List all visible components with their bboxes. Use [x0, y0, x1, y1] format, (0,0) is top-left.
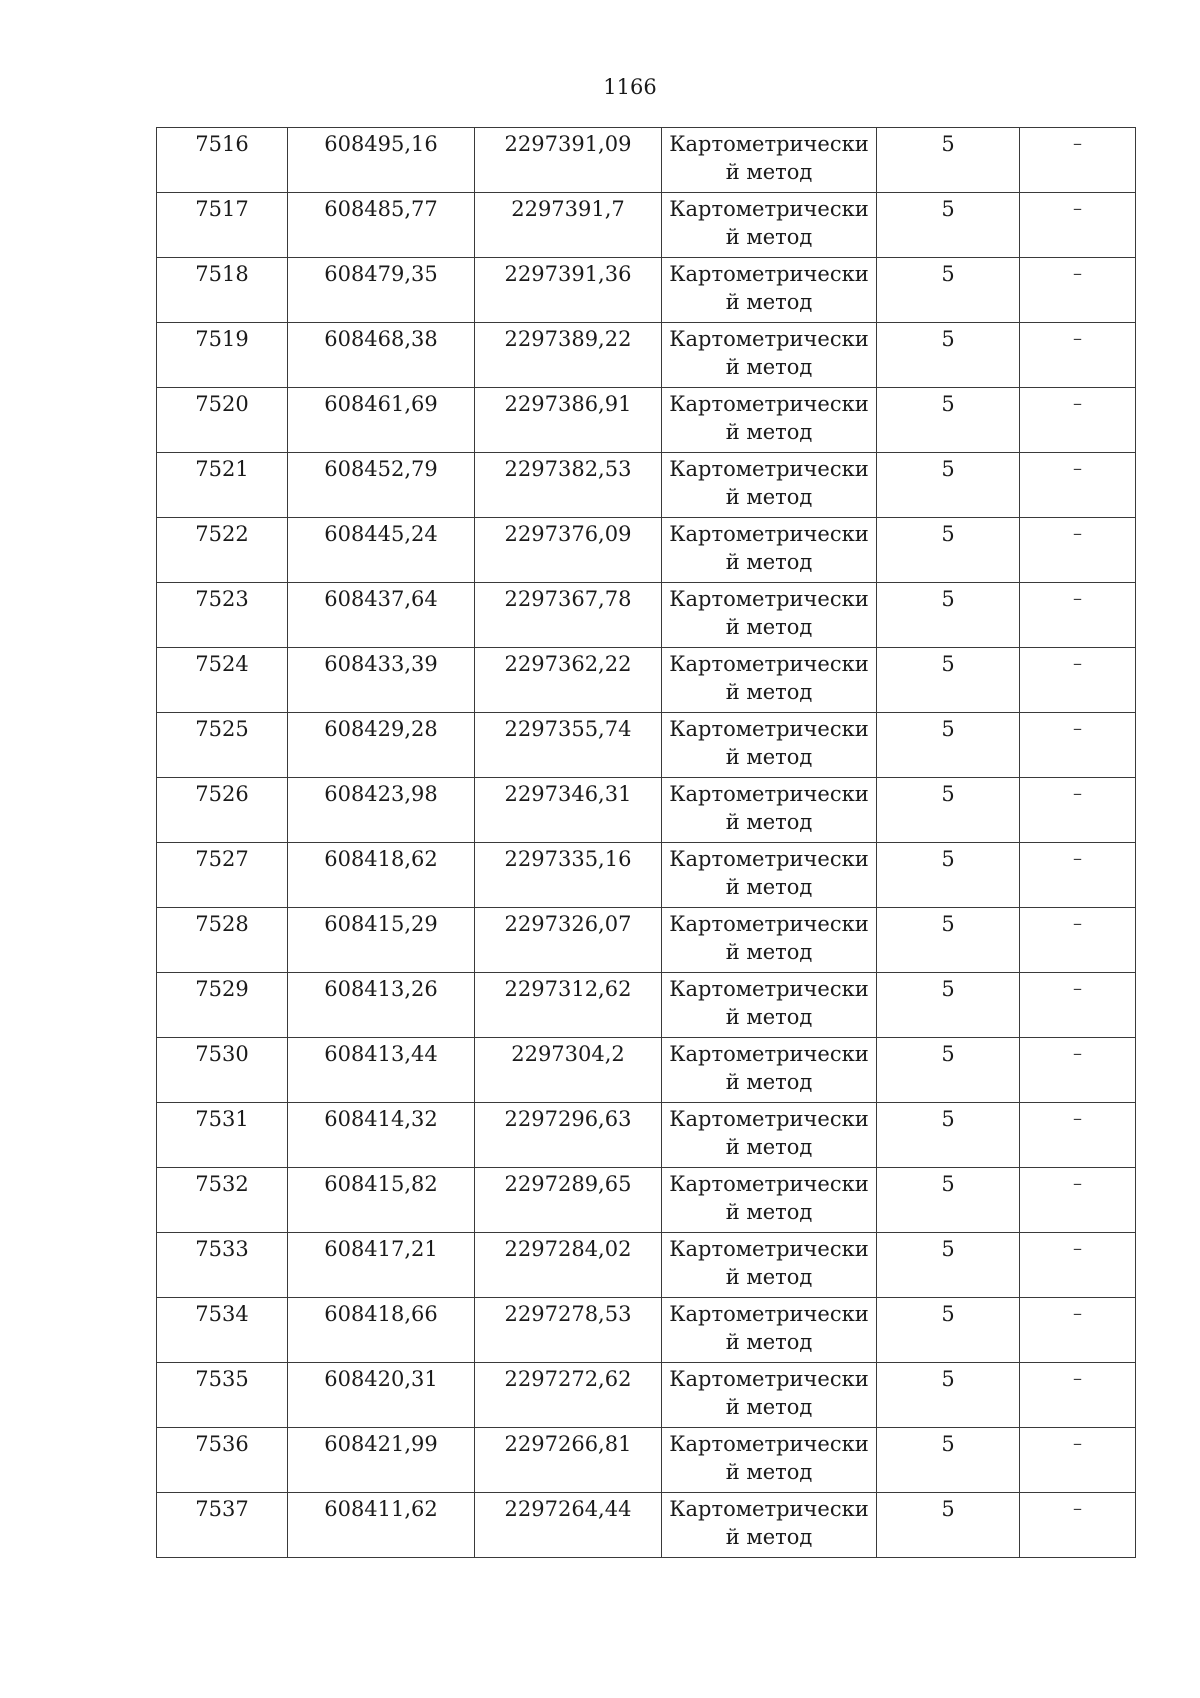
cell-accuracy: [877, 388, 1020, 453]
cell-x-coordinate: [288, 1168, 475, 1233]
cell-description: [1020, 193, 1136, 258]
cell-y-coordinate: [475, 1233, 662, 1298]
cell-method: [662, 128, 877, 193]
cell-method: [662, 323, 877, 388]
accuracy-value: 5: [941, 1302, 955, 1326]
y-coordinate-value: 2297264,44: [504, 1497, 632, 1521]
description-value: –: [1073, 133, 1082, 154]
coordinates-table: [156, 127, 1136, 1558]
cell-accuracy: [877, 453, 1020, 518]
cell-point-number: [157, 843, 288, 908]
point-number-value: 7529: [195, 977, 249, 1001]
table-row: [157, 1428, 1136, 1493]
x-coordinate-value: 608421,99: [324, 1432, 438, 1456]
table-row: [157, 1038, 1136, 1103]
cell-y-coordinate: [475, 453, 662, 518]
cell-point-number: [157, 713, 288, 778]
cell-accuracy: [877, 518, 1020, 583]
description-value: –: [1073, 1108, 1082, 1129]
description-value: –: [1073, 978, 1082, 999]
accuracy-value: 5: [941, 392, 955, 416]
method-value: Картометрически й метод: [669, 1237, 869, 1289]
x-coordinate-value: 608413,44: [324, 1042, 438, 1066]
cell-method: [662, 1493, 877, 1558]
x-coordinate-value: 608423,98: [324, 782, 438, 806]
y-coordinate-value: 2297272,62: [504, 1367, 632, 1391]
cell-method: [662, 518, 877, 583]
y-coordinate-value: 2297289,65: [504, 1172, 632, 1196]
cell-description: [1020, 1363, 1136, 1428]
cell-y-coordinate: [475, 778, 662, 843]
description-value: –: [1073, 1043, 1082, 1064]
cell-point-number: [157, 1168, 288, 1233]
cell-y-coordinate: [475, 258, 662, 323]
cell-method: [662, 1038, 877, 1103]
description-value: –: [1073, 263, 1082, 284]
table-row: [157, 258, 1136, 323]
x-coordinate-value: 608415,29: [324, 912, 438, 936]
accuracy-value: 5: [941, 327, 955, 351]
cell-method: [662, 1428, 877, 1493]
x-coordinate-value: 608437,64: [324, 587, 438, 611]
cell-method: [662, 583, 877, 648]
x-coordinate-value: 608418,62: [324, 847, 438, 871]
method-value: Картометрически й метод: [669, 652, 869, 704]
cell-x-coordinate: [288, 713, 475, 778]
cell-x-coordinate: [288, 583, 475, 648]
point-number-value: 7532: [195, 1172, 249, 1196]
description-value: –: [1073, 718, 1082, 739]
point-number-value: 7530: [195, 1042, 249, 1066]
cell-x-coordinate: [288, 778, 475, 843]
cell-x-coordinate: [288, 1493, 475, 1558]
cell-x-coordinate: [288, 1428, 475, 1493]
cell-accuracy: [877, 843, 1020, 908]
cell-accuracy: [877, 908, 1020, 973]
cell-accuracy: [877, 1493, 1020, 1558]
point-number-value: 7534: [195, 1302, 249, 1326]
cell-x-coordinate: [288, 388, 475, 453]
table-row: [157, 518, 1136, 583]
x-coordinate-value: 608485,77: [324, 197, 438, 221]
cell-point-number: [157, 583, 288, 648]
description-value: –: [1073, 588, 1082, 609]
table-row: [157, 713, 1136, 778]
method-value: Картометрически й метод: [669, 1367, 869, 1419]
method-value: Картометрически й метод: [669, 1042, 869, 1094]
cell-accuracy: [877, 713, 1020, 778]
cell-point-number: [157, 908, 288, 973]
y-coordinate-value: 2297304,2: [511, 1042, 625, 1066]
cell-accuracy: [877, 778, 1020, 843]
cell-method: [662, 713, 877, 778]
x-coordinate-value: 608468,38: [324, 327, 438, 351]
description-value: –: [1073, 848, 1082, 869]
description-value: –: [1073, 328, 1082, 349]
method-value: Картометрически й метод: [669, 1107, 869, 1159]
cell-method: [662, 908, 877, 973]
cell-method: [662, 1168, 877, 1233]
y-coordinate-value: 2297376,09: [504, 522, 632, 546]
cell-point-number: [157, 1493, 288, 1558]
cell-accuracy: [877, 128, 1020, 193]
cell-point-number: [157, 1363, 288, 1428]
cell-description: [1020, 453, 1136, 518]
cell-x-coordinate: [288, 518, 475, 583]
table-row: [157, 648, 1136, 713]
cell-y-coordinate: [475, 1363, 662, 1428]
cell-point-number: [157, 388, 288, 453]
cell-description: [1020, 908, 1136, 973]
x-coordinate-value: 608495,16: [324, 132, 438, 156]
accuracy-value: 5: [941, 782, 955, 806]
cell-accuracy: [877, 973, 1020, 1038]
method-value: Картометрически й метод: [669, 327, 869, 379]
table-row: [157, 1363, 1136, 1428]
cell-point-number: [157, 518, 288, 583]
table-row: [157, 1103, 1136, 1168]
point-number-value: 7528: [195, 912, 249, 936]
point-number-value: 7535: [195, 1367, 249, 1391]
point-number-value: 7520: [195, 392, 249, 416]
accuracy-value: 5: [941, 1367, 955, 1391]
cell-x-coordinate: [288, 128, 475, 193]
cell-y-coordinate: [475, 908, 662, 973]
description-value: –: [1073, 653, 1082, 674]
accuracy-value: 5: [941, 977, 955, 1001]
y-coordinate-value: 2297391,09: [504, 132, 632, 156]
point-number-value: 7516: [195, 132, 249, 156]
cell-accuracy: [877, 1038, 1020, 1103]
cell-description: [1020, 1298, 1136, 1363]
cell-y-coordinate: [475, 973, 662, 1038]
point-number-value: 7536: [195, 1432, 249, 1456]
cell-point-number: [157, 128, 288, 193]
method-value: Картометрически й метод: [669, 1497, 869, 1549]
cell-description: [1020, 518, 1136, 583]
cell-accuracy: [877, 648, 1020, 713]
method-value: Картометрически й метод: [669, 132, 869, 184]
y-coordinate-value: 2297326,07: [504, 912, 632, 936]
table-row: [157, 778, 1136, 843]
cell-method: [662, 778, 877, 843]
description-value: –: [1073, 1368, 1082, 1389]
cell-y-coordinate: [475, 518, 662, 583]
cell-accuracy: [877, 1168, 1020, 1233]
cell-method: [662, 1233, 877, 1298]
cell-method: [662, 388, 877, 453]
cell-description: [1020, 713, 1136, 778]
accuracy-value: 5: [941, 197, 955, 221]
cell-description: [1020, 128, 1136, 193]
accuracy-value: 5: [941, 1497, 955, 1521]
cell-method: [662, 1298, 877, 1363]
cell-description: [1020, 388, 1136, 453]
cell-y-coordinate: [475, 193, 662, 258]
y-coordinate-value: 2297382,53: [504, 457, 632, 481]
cell-x-coordinate: [288, 1363, 475, 1428]
x-coordinate-value: 608479,35: [324, 262, 438, 286]
accuracy-value: 5: [941, 1432, 955, 1456]
accuracy-value: 5: [941, 1237, 955, 1261]
cell-x-coordinate: [288, 1103, 475, 1168]
x-coordinate-value: 608445,24: [324, 522, 438, 546]
cell-point-number: [157, 1233, 288, 1298]
cell-accuracy: [877, 1428, 1020, 1493]
description-value: –: [1073, 1498, 1082, 1519]
cell-x-coordinate: [288, 843, 475, 908]
cell-y-coordinate: [475, 1103, 662, 1168]
method-value: Картометрически й метод: [669, 1302, 869, 1354]
cell-method: [662, 193, 877, 258]
cell-description: [1020, 258, 1136, 323]
cell-y-coordinate: [475, 1168, 662, 1233]
cell-y-coordinate: [475, 1428, 662, 1493]
y-coordinate-value: 2297386,91: [504, 392, 632, 416]
cell-x-coordinate: [288, 908, 475, 973]
description-value: –: [1073, 393, 1082, 414]
table-row: [157, 1168, 1136, 1233]
accuracy-value: 5: [941, 587, 955, 611]
description-value: –: [1073, 458, 1082, 479]
cell-method: [662, 843, 877, 908]
cell-x-coordinate: [288, 1038, 475, 1103]
cell-description: [1020, 583, 1136, 648]
x-coordinate-value: 608433,39: [324, 652, 438, 676]
cell-description: [1020, 1103, 1136, 1168]
x-coordinate-value: 608413,26: [324, 977, 438, 1001]
cell-point-number: [157, 323, 288, 388]
y-coordinate-value: 2297367,78: [504, 587, 632, 611]
cell-point-number: [157, 258, 288, 323]
accuracy-value: 5: [941, 652, 955, 676]
description-value: –: [1073, 198, 1082, 219]
cell-description: [1020, 648, 1136, 713]
accuracy-value: 5: [941, 1042, 955, 1066]
accuracy-value: 5: [941, 847, 955, 871]
accuracy-value: 5: [941, 912, 955, 936]
cell-point-number: [157, 1298, 288, 1363]
cell-point-number: [157, 1038, 288, 1103]
accuracy-value: 5: [941, 522, 955, 546]
method-value: Картометрически й метод: [669, 847, 869, 899]
x-coordinate-value: 608414,32: [324, 1107, 438, 1131]
page-number: 1166: [603, 75, 657, 99]
cell-description: [1020, 1428, 1136, 1493]
cell-x-coordinate: [288, 1298, 475, 1363]
cell-accuracy: [877, 1233, 1020, 1298]
method-value: Картометрически й метод: [669, 782, 869, 834]
method-value: Картометрически й метод: [669, 392, 869, 444]
table-row: [157, 1298, 1136, 1363]
cell-y-coordinate: [475, 1298, 662, 1363]
y-coordinate-value: 2297362,22: [504, 652, 632, 676]
table-row: [157, 973, 1136, 1038]
cell-description: [1020, 843, 1136, 908]
y-coordinate-value: 2297355,74: [504, 717, 632, 741]
description-value: –: [1073, 523, 1082, 544]
y-coordinate-value: 2297391,7: [511, 197, 625, 221]
accuracy-value: 5: [941, 132, 955, 156]
cell-x-coordinate: [288, 1233, 475, 1298]
cell-description: [1020, 1233, 1136, 1298]
cell-accuracy: [877, 323, 1020, 388]
method-value: Картометрически й метод: [669, 1172, 869, 1224]
cell-method: [662, 258, 877, 323]
table-body: [157, 128, 1136, 1558]
cell-point-number: [157, 648, 288, 713]
y-coordinate-value: 2297346,31: [504, 782, 632, 806]
table-row: [157, 128, 1136, 193]
cell-y-coordinate: [475, 1493, 662, 1558]
method-value: Картометрически й метод: [669, 717, 869, 769]
cell-x-coordinate: [288, 193, 475, 258]
accuracy-value: 5: [941, 262, 955, 286]
cell-point-number: [157, 1428, 288, 1493]
cell-accuracy: [877, 193, 1020, 258]
method-value: Картометрически й метод: [669, 977, 869, 1029]
cell-y-coordinate: [475, 713, 662, 778]
cell-y-coordinate: [475, 1038, 662, 1103]
description-value: –: [1073, 1238, 1082, 1259]
table-row: [157, 1493, 1136, 1558]
x-coordinate-value: 608415,82: [324, 1172, 438, 1196]
table-row: [157, 1233, 1136, 1298]
x-coordinate-value: 608417,21: [324, 1237, 438, 1261]
x-coordinate-value: 608411,62: [324, 1497, 438, 1521]
point-number-value: 7521: [195, 457, 249, 481]
method-value: Картометрически й метод: [669, 912, 869, 964]
y-coordinate-value: 2297296,63: [504, 1107, 632, 1131]
accuracy-value: 5: [941, 717, 955, 741]
cell-x-coordinate: [288, 323, 475, 388]
point-number-value: 7518: [195, 262, 249, 286]
cell-y-coordinate: [475, 323, 662, 388]
cell-description: [1020, 973, 1136, 1038]
cell-y-coordinate: [475, 388, 662, 453]
cell-point-number: [157, 778, 288, 843]
y-coordinate-value: 2297266,81: [504, 1432, 632, 1456]
x-coordinate-value: 608429,28: [324, 717, 438, 741]
cell-x-coordinate: [288, 258, 475, 323]
cell-x-coordinate: [288, 648, 475, 713]
cell-x-coordinate: [288, 973, 475, 1038]
accuracy-value: 5: [941, 1107, 955, 1131]
point-number-value: 7526: [195, 782, 249, 806]
cell-method: [662, 1103, 877, 1168]
cell-accuracy: [877, 583, 1020, 648]
cell-accuracy: [877, 1363, 1020, 1428]
description-value: –: [1073, 1433, 1082, 1454]
table-row: [157, 193, 1136, 258]
x-coordinate-value: 608461,69: [324, 392, 438, 416]
y-coordinate-value: 2297312,62: [504, 977, 632, 1001]
x-coordinate-value: 608452,79: [324, 457, 438, 481]
cell-y-coordinate: [475, 583, 662, 648]
cell-point-number: [157, 453, 288, 518]
cell-method: [662, 453, 877, 518]
y-coordinate-value: 2297335,16: [504, 847, 632, 871]
method-value: Картометрически й метод: [669, 197, 869, 249]
method-value: Картометрически й метод: [669, 1432, 869, 1484]
cell-description: [1020, 323, 1136, 388]
method-value: Картометрически й метод: [669, 262, 869, 314]
accuracy-value: 5: [941, 1172, 955, 1196]
table-row: [157, 843, 1136, 908]
y-coordinate-value: 2297278,53: [504, 1302, 632, 1326]
y-coordinate-value: 2297284,02: [504, 1237, 632, 1261]
cell-method: [662, 973, 877, 1038]
cell-y-coordinate: [475, 843, 662, 908]
table-row: [157, 908, 1136, 973]
point-number-value: 7519: [195, 327, 249, 351]
cell-description: [1020, 1038, 1136, 1103]
description-value: –: [1073, 1173, 1082, 1194]
table-row: [157, 323, 1136, 388]
cell-y-coordinate: [475, 648, 662, 713]
description-value: –: [1073, 1303, 1082, 1324]
point-number-value: 7533: [195, 1237, 249, 1261]
cell-method: [662, 1363, 877, 1428]
cell-point-number: [157, 193, 288, 258]
point-number-value: 7517: [195, 197, 249, 221]
point-number-value: 7525: [195, 717, 249, 741]
cell-accuracy: [877, 1103, 1020, 1168]
cell-description: [1020, 778, 1136, 843]
point-number-value: 7522: [195, 522, 249, 546]
description-value: –: [1073, 783, 1082, 804]
method-value: Картометрически й метод: [669, 457, 869, 509]
cell-method: [662, 648, 877, 713]
accuracy-value: 5: [941, 457, 955, 481]
cell-x-coordinate: [288, 453, 475, 518]
point-number-value: 7523: [195, 587, 249, 611]
cell-accuracy: [877, 258, 1020, 323]
cell-point-number: [157, 1103, 288, 1168]
table-row: [157, 583, 1136, 648]
y-coordinate-value: 2297389,22: [504, 327, 632, 351]
x-coordinate-value: 608420,31: [324, 1367, 438, 1391]
point-number-value: 7527: [195, 847, 249, 871]
cell-description: [1020, 1168, 1136, 1233]
x-coordinate-value: 608418,66: [324, 1302, 438, 1326]
table-row: [157, 388, 1136, 453]
cell-accuracy: [877, 1298, 1020, 1363]
cell-y-coordinate: [475, 128, 662, 193]
cell-description: [1020, 1493, 1136, 1558]
method-value: Картометрически й метод: [669, 522, 869, 574]
y-coordinate-value: 2297391,36: [504, 262, 632, 286]
description-value: –: [1073, 913, 1082, 934]
point-number-value: 7531: [195, 1107, 249, 1131]
point-number-value: 7524: [195, 652, 249, 676]
cell-point-number: [157, 973, 288, 1038]
table-row: [157, 453, 1136, 518]
method-value: Картометрически й метод: [669, 587, 869, 639]
point-number-value: 7537: [195, 1497, 249, 1521]
